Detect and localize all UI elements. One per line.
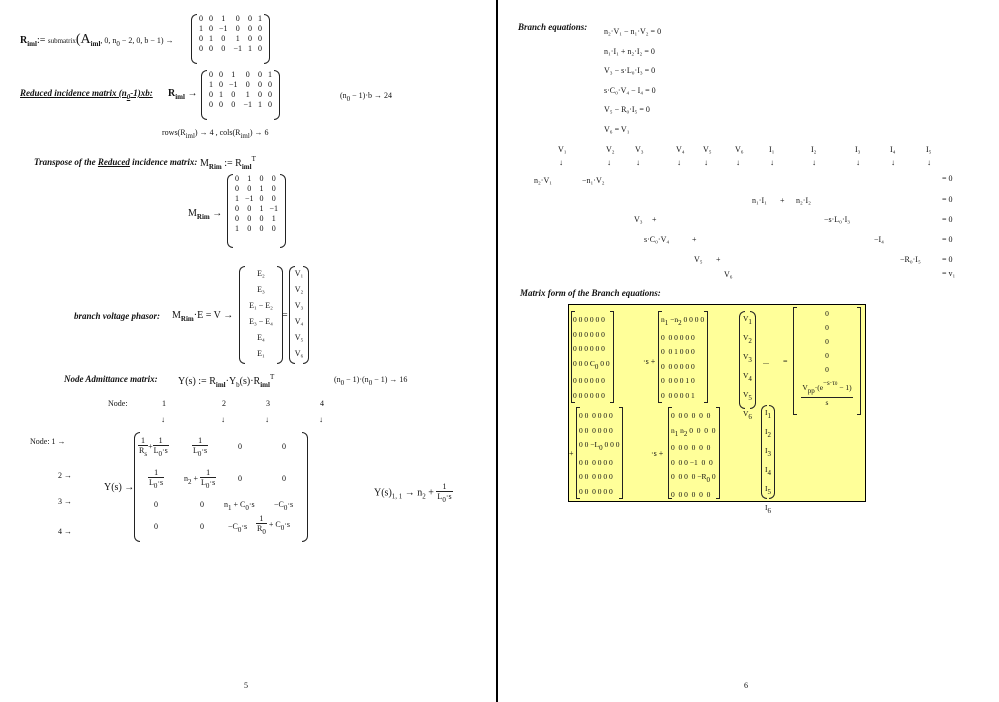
- y11-text: Y(s): [374, 487, 392, 499]
- row5-rhs: = 0: [942, 255, 953, 264]
- count-text: (n: [340, 91, 347, 100]
- r-matrix-cell: 0: [258, 24, 263, 33]
- transpose-label-text: Transpose of the: [34, 157, 98, 167]
- r-matrix-cell: 0: [199, 34, 203, 43]
- m-matrix-cell: 0: [259, 194, 264, 203]
- node-col-1: 1: [162, 399, 166, 408]
- var-header-2: V₂: [606, 145, 615, 154]
- y11-result: $Y(s)_{1, 1} \to n_2$ + $\frac{1}{L0\cdot s}$: [374, 482, 452, 504]
- y11-sub: 1, 1: [391, 492, 403, 501]
- y11: $\frac{1}{Rs}$ + $\frac{1}{L0\cdot s}$: [139, 436, 168, 458]
- r-matrix-2-cell: 1: [258, 100, 263, 109]
- r-matrix-2-cell: 0: [258, 80, 263, 89]
- y42: 0: [200, 522, 204, 531]
- row6-term1: V₆: [724, 270, 733, 279]
- matrix-s2: ·s +: [651, 449, 664, 458]
- reduced-label-tail: -1)xb:: [130, 88, 153, 98]
- r-matrix-cell: 1: [209, 34, 213, 43]
- reduced-label-text: Reduced incidence matrix (n: [20, 88, 127, 98]
- admit-sub2: b: [236, 381, 240, 389]
- r-matrix-cell: 0: [209, 44, 213, 53]
- y11-sub2: 2: [422, 492, 426, 501]
- m-matrix-cell: 1: [271, 214, 276, 223]
- args-sub2: 0: [116, 40, 120, 48]
- r-matrix-2-cell: 0: [231, 90, 236, 99]
- r-matrix-cell: 0: [209, 24, 213, 33]
- cols-sub: iml: [240, 132, 250, 140]
- r-matrix-cell: 0: [248, 34, 253, 43]
- r-matrix-2-cell: 0: [245, 70, 250, 79]
- r-matrix-cell: 0: [221, 44, 226, 53]
- down-arrow-icon: ↓: [161, 415, 165, 424]
- r-matrix-2-cell: 1: [245, 90, 250, 99]
- v-vector-entry: V₃: [294, 301, 304, 310]
- node-col-4: 4: [320, 399, 324, 408]
- down-arrow-icon: ↓: [677, 158, 681, 167]
- branch-eq-entry: n₁·I₁ + n₂·I₂ = 0: [604, 46, 655, 56]
- r-matrix-cell: 1: [248, 44, 253, 53]
- var-header-10: I₄: [890, 145, 896, 154]
- r-matrix-2-cell: 0: [209, 100, 213, 109]
- node-col-3: 3: [266, 399, 270, 408]
- m-matrix-cell: 0: [247, 224, 252, 233]
- e-vector-entry: E₃: [257, 285, 265, 294]
- m-matrix-cell: 0: [235, 204, 239, 213]
- row3-term3: −s·L₀·I₃: [824, 215, 851, 224]
- row5-term1: V₅: [694, 255, 703, 264]
- row4-term2: +: [692, 235, 697, 244]
- y41: 0: [154, 522, 158, 531]
- branch-expr: [172, 310, 233, 323]
- transpose-sup: T: [251, 155, 256, 163]
- down-arrow-icon: ↓: [736, 158, 740, 167]
- v-vector-entry: V₁: [294, 269, 304, 278]
- node-row-2: 2 →: [58, 471, 72, 480]
- var-header-3: V₃: [635, 145, 644, 154]
- row3-term1: V₃: [634, 215, 643, 224]
- r2-sub: iml: [175, 93, 185, 101]
- m-expr: [188, 208, 222, 221]
- r-matrix-2-cell: 0: [231, 100, 236, 109]
- r-matrix-2-cell: 1: [231, 70, 236, 79]
- assign-op: :=: [36, 35, 48, 46]
- transpose-m: M: [200, 158, 209, 169]
- row1-term1: n₂·V₁: [534, 176, 553, 185]
- var-header-4: V₄: [676, 145, 685, 154]
- m-matrix-cell: 1: [235, 194, 239, 203]
- v-vector: [292, 266, 306, 362]
- r-matrix-cell: 0: [258, 34, 263, 43]
- args-sub: iml: [90, 40, 101, 48]
- admit-sub3: iml: [260, 381, 270, 389]
- reduced-label-sub: 0: [126, 93, 131, 101]
- r-matrix-2-cell: −1: [229, 80, 238, 89]
- row6-rhs: = v₁: [942, 269, 956, 278]
- m-matrix-cell: 0: [271, 224, 276, 233]
- r-matrix-cell: 0: [258, 44, 263, 53]
- r2-expr: [168, 88, 197, 101]
- transpose-r-sub: iml: [241, 163, 252, 171]
- node-row-4: 4 →: [58, 527, 72, 536]
- m-sub: Rim: [196, 213, 210, 221]
- r-matrix-2-cell: 1: [219, 90, 223, 99]
- matrix-form-label: Matrix form of the Branch equations:: [520, 288, 661, 298]
- r-matrix-2-cell: 0: [258, 70, 263, 79]
- m-matrix-cell: 0: [271, 174, 276, 183]
- r-matrix-2-cell: 0: [268, 80, 273, 89]
- down-arrow-icon: ↓: [559, 158, 563, 167]
- row3-rhs: = 0: [942, 215, 953, 224]
- admit-mid2: (s)·R: [239, 376, 261, 387]
- e-vector-entry: E₁ − E₂: [249, 301, 273, 310]
- rows-cols-expr: [162, 128, 268, 140]
- down-arrow-icon: ↓: [927, 158, 931, 167]
- r-matrix-cell: 1: [235, 34, 240, 43]
- r-matrix-cell: 0: [248, 24, 253, 33]
- r-matrix-2-cell: 0: [209, 90, 213, 99]
- row4-term1: s·C₀·V₄: [644, 235, 670, 244]
- y31: 0: [154, 500, 158, 509]
- r-matrix-2-cell: 0: [219, 80, 223, 89]
- branch-m: M: [172, 310, 181, 321]
- down-arrow-icon: ↓: [319, 415, 323, 424]
- r-matrix-2-cell: 0: [219, 70, 223, 79]
- y-lhs: Y(s) →: [104, 482, 135, 493]
- var-header-6: V₆: [735, 145, 744, 154]
- count-tail: − 1)·b → 24: [350, 91, 393, 100]
- row2-term3: n₂·I₂: [796, 196, 811, 205]
- row5-term2: +: [716, 255, 721, 264]
- admit-sup: T: [269, 373, 275, 381]
- m-matrix-cell: 0: [271, 184, 276, 193]
- args-tail: , 0, n: [100, 36, 117, 45]
- branch-eq-entry: V₃ − s·L₀·I₃ = 0: [604, 66, 656, 75]
- transpose-label-underlined: Reduced: [97, 157, 130, 167]
- down-arrow-icon: ↓: [221, 415, 225, 424]
- m-matrix-cell: −1: [245, 194, 254, 203]
- y34: −C0·s: [274, 500, 294, 512]
- down-arrow-icon: ↓: [607, 158, 611, 167]
- row2-rhs: = 0: [942, 195, 953, 204]
- row1-term2: −n₁·V₂: [582, 176, 605, 185]
- branch-equations-list: [604, 22, 661, 139]
- e-vector: [244, 266, 278, 362]
- branch-eq-entry: s·C₀·V₄ − I₄ = 0: [604, 85, 656, 95]
- m-matrix-cell: 0: [235, 184, 239, 193]
- r-matrix-2-cell: −1: [243, 100, 253, 109]
- row3-term2: +: [652, 215, 657, 224]
- m-matrix-cell: 0: [259, 214, 264, 223]
- r-matrix-cell: 0: [199, 14, 203, 23]
- m-matrix-cell: 1: [235, 224, 239, 233]
- matrix-s1: ·s +: [643, 357, 656, 366]
- matrix-a0: 0 0 0 0 0 0 0 0 0 0 0 0 0 0 0 0 0 0 0 0 0 C0 0 0 0 0 0 0 0 0 0 0 0 0 0 0: [573, 313, 610, 403]
- admit-count-sub2: 0: [368, 379, 373, 387]
- down-arrow-icon: ↓: [770, 158, 774, 167]
- y13: 0: [238, 442, 242, 451]
- r-matrix-2-cell: 0: [268, 100, 273, 109]
- r-matrix-cell: 1: [221, 14, 226, 23]
- right-page: [498, 0, 999, 702]
- node-row-3: 3 →: [58, 497, 72, 506]
- y11-plus: +: [425, 487, 437, 499]
- y23: 0: [238, 474, 242, 483]
- admit-count-text: (n: [334, 375, 341, 384]
- m-matrix-cell: 0: [247, 214, 252, 223]
- down-arrow-icon: ↓: [812, 158, 816, 167]
- r-matrix-cell: 0: [248, 14, 253, 23]
- admit-count-sub: 0: [340, 379, 345, 387]
- matrix-b0: 0 0 0 0 0 0 0 0 0 0 0 0 0 0 −L0 0 0 0 0 0 0 0 0 0 0 0 0 0 0 0 0 0 0 0 0 0: [579, 409, 619, 499]
- y33: n1 + C0·s: [224, 500, 255, 512]
- transpose-label-tail: incidence matrix:: [129, 157, 198, 167]
- reduced-incidence-label: [20, 88, 153, 101]
- count-sub: 0: [346, 95, 351, 103]
- node-col-2: 2: [222, 399, 226, 408]
- branch-m-sub: Rim: [180, 315, 194, 323]
- admit-mid: ·Y: [225, 376, 237, 387]
- transpose-m-sub: Rim: [208, 163, 222, 171]
- r-matrix-2-cell: 0: [219, 100, 223, 109]
- y12: $\frac{1}{L0\cdot s}$: [193, 436, 208, 458]
- row4-term3: −I₄: [874, 235, 884, 244]
- y21: $\frac{1}{L0\cdot s}$: [149, 468, 164, 490]
- r-matrix-cell: 0: [235, 24, 240, 33]
- matrix-plus: +: [569, 449, 574, 458]
- y11-mid: → n: [402, 487, 423, 499]
- node-admittance-label: Node Admittance matrix:: [64, 374, 158, 384]
- row2-term2: +: [780, 196, 785, 205]
- m-matrix: [232, 174, 281, 234]
- matrix-rhs-vec: 0 0 0 0 0 Vpp·(e−s·τ0 − 1) s: [793, 307, 861, 415]
- r-matrix-cell: 1: [199, 24, 203, 33]
- branch-tail: ·E = V →: [193, 310, 234, 321]
- y32: 0: [200, 500, 204, 509]
- m-matrix-cell: 0: [235, 214, 239, 223]
- r-matrix-2-cell: 0: [245, 80, 250, 89]
- admit-expr: [178, 373, 274, 389]
- r-matrix-2-cell: 0: [209, 70, 213, 79]
- matrix-equals: =: [783, 357, 788, 366]
- m-matrix-cell: −1: [269, 204, 279, 213]
- v-vector-entry: V₆: [294, 349, 304, 358]
- e-vector-entry: E₄: [257, 333, 265, 342]
- r-matrix-2-cell: 1: [209, 80, 213, 89]
- var-header-1: V₁: [558, 145, 567, 154]
- matrix-v-vec: V1 V2 V3 V4 V5 V6: [743, 311, 752, 425]
- rows-text: rows(R: [162, 128, 186, 137]
- m-matrix-cell: 1: [259, 184, 264, 193]
- m-matrix-cell: 0: [259, 224, 264, 233]
- m-matrix-cell: 0: [259, 174, 264, 183]
- y14: 0: [282, 442, 286, 451]
- branch-equations-label: Branch equations:: [518, 22, 588, 32]
- rows-sub: iml: [185, 132, 195, 140]
- r-assign-expr: [20, 32, 174, 48]
- r-matrix-cell: −1: [233, 44, 243, 53]
- submatrix-fn: submatrix: [47, 37, 76, 45]
- r-lhs-sub: iml: [27, 40, 37, 48]
- matrix-b1: 0 0 0 0 0 0 n1 n2 0 0 0 0 0 0 0 0 0 0 0 0 0 −1 0 0 0 0 0 0 −R0 0 0 0 0 0 0 0: [671, 409, 716, 502]
- v-vector-entry: V₅: [294, 333, 304, 342]
- r-matrix-cell: 0: [199, 44, 203, 53]
- branch-eq-entry: V₅ − R₀·I₅ = 0: [604, 105, 650, 114]
- r-matrix-cell: 0: [221, 34, 226, 43]
- r-matrix-2-cell: 1: [268, 70, 273, 79]
- v-vector-entry: V₄: [294, 317, 304, 326]
- y43: −C0·s: [228, 522, 248, 534]
- admit-count-tail2: − 1) → 16: [372, 375, 408, 384]
- r-matrix-2-cell: 0: [258, 90, 263, 99]
- y44: $\frac{1}{R0}$ + C0·s: [257, 514, 290, 536]
- transpose-mid: := R: [221, 158, 242, 169]
- page-number-right: 6: [744, 681, 748, 690]
- r-matrix-cell: −1: [219, 24, 228, 33]
- m-matrix-cell: 0: [235, 174, 239, 183]
- left-page: [0, 0, 496, 702]
- matrix-a1: n1 −n2 0 0 0 0 0 0 0 0 0 0 0 0 1 0 0 0 0 0 0 0 0 0 0 0 0 0 1 0 0 0 0 0 0 1: [661, 313, 704, 403]
- e-vector-entry: E₁: [257, 349, 265, 358]
- var-header-9: I₃: [855, 145, 861, 154]
- node-header: Node:: [108, 399, 128, 408]
- e-vector-entry: E₃ − E₄: [249, 317, 273, 326]
- down-arrow-icon: ↓: [856, 158, 860, 167]
- admit-count: [334, 375, 407, 387]
- e-vector-entry: E₂: [257, 269, 265, 278]
- count-expr: [340, 91, 392, 103]
- down-arrow-icon: ↓: [265, 415, 269, 424]
- r-matrix-2: [206, 70, 275, 110]
- admit-count-tail: − 1)·(n: [344, 375, 369, 384]
- admit-text: Y(s) := R: [178, 376, 216, 387]
- r2-lhs: R: [168, 88, 176, 99]
- row5-term3: −R₀·I₅: [900, 255, 921, 264]
- y24: 0: [282, 474, 286, 483]
- branch-eq-entry: V₆ = V₁: [604, 124, 630, 134]
- rows-tail: ) → 4 , cols(R: [194, 128, 241, 137]
- var-header-8: I₂: [811, 145, 817, 154]
- transpose-expr: [200, 155, 256, 171]
- args-end: − 2, 0, b − 1) →: [119, 36, 174, 45]
- y-matrix: [134, 432, 308, 542]
- matrix-i-vec: I1 I2 I3 I4 I5 I6: [765, 405, 771, 519]
- r-matrix-1: [196, 14, 265, 54]
- v-vector-entry: V₂: [294, 285, 304, 294]
- m-arrow: →: [209, 208, 223, 219]
- m-matrix-cell: 1: [247, 174, 252, 183]
- var-header-11: I₅: [926, 145, 932, 154]
- branch-eq-entry: n₂·V₁ − n₁·V₂ = 0: [604, 27, 662, 36]
- r2-arrow: →: [184, 88, 198, 99]
- m-matrix-cell: 0: [247, 204, 252, 213]
- r-matrix-cell: 1: [258, 14, 263, 23]
- branch-voltage-label: branch voltage phasor:: [74, 311, 161, 321]
- m-matrix-cell: 1: [259, 204, 264, 213]
- admit-sub: iml: [215, 381, 226, 389]
- down-arrow-icon: ↓: [891, 158, 895, 167]
- row1-rhs: = 0: [942, 174, 953, 183]
- page-number-left: 5: [244, 681, 248, 690]
- node-row-1: Node: 1 →: [30, 437, 66, 446]
- r-lhs: R: [20, 35, 28, 46]
- matrix-ellipsis: ...: [763, 357, 769, 366]
- e-v-equals: =: [282, 310, 288, 321]
- m-lhs: M: [188, 208, 197, 219]
- cols-tail: ) → 6: [249, 128, 269, 137]
- row2-term1: n₁·I₁: [752, 196, 767, 205]
- r-matrix-cell: 0: [209, 14, 213, 23]
- var-header-5: V₅: [703, 145, 712, 154]
- down-arrow-icon: ↓: [636, 158, 640, 167]
- y22: n2 + $\frac{1}{L0\cdot s}$: [184, 468, 216, 490]
- m-matrix-cell: 0: [247, 184, 252, 193]
- var-header-7: I₁: [769, 145, 775, 154]
- matrix-form-box: [568, 304, 866, 515]
- args-open: (A: [75, 32, 91, 47]
- down-arrow-icon: ↓: [704, 158, 708, 167]
- r-matrix-cell: 0: [235, 14, 240, 23]
- transpose-label: [34, 157, 197, 167]
- row4-rhs: = 0: [942, 235, 953, 244]
- m-matrix-cell: 0: [271, 194, 276, 203]
- r-matrix-2-cell: 0: [268, 90, 273, 99]
